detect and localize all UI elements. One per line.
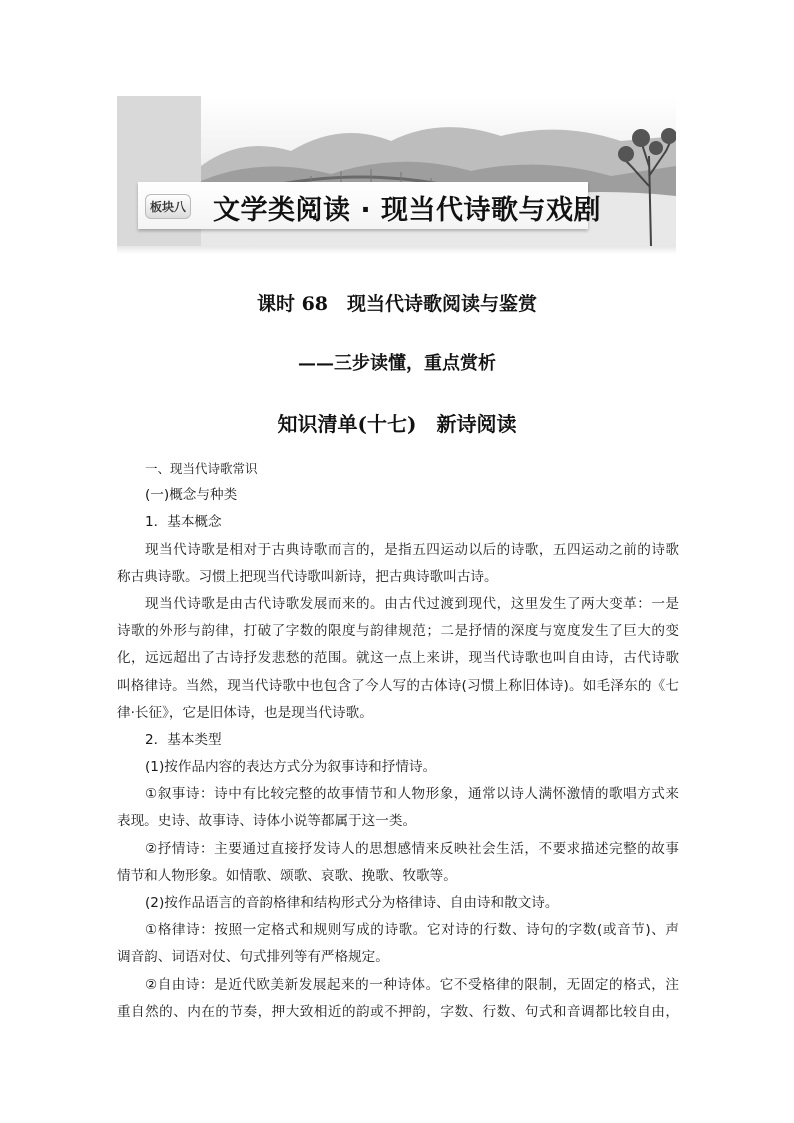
paragraph-line: ①叙事诗：诗中有比较完整的故事情节和人物形象，通常以诗人满怀激情的歌唱方式来 — [145, 786, 679, 803]
heading-level2: (一)概念与种类 — [145, 487, 238, 504]
paragraph-line: 表现。史诗、故事诗、诗体小说等都属于这一类。 — [117, 813, 417, 830]
paragraph-line: 现当代诗歌是相对于古典诗歌而言的，是指五四运动以后的诗歌，五四运动之前的诗歌 — [145, 541, 679, 558]
body-text — [117, 455, 679, 1026]
lesson-subtitle: ——三步读懂，重点赏析 — [298, 353, 496, 374]
paragraph-line: ①格律诗：按照一定格式和规则写成的诗歌。它对诗的行数、诗句的字数(或音节)、声 — [145, 922, 679, 939]
heading-level1: 一、现当代诗歌常识 — [145, 461, 258, 476]
paragraph-line: (1)按作品内容的表达方式分为叙事诗和抒情诗。 — [145, 759, 437, 776]
section-title: 知识清单(十七) 新诗阅读 — [277, 412, 517, 436]
paragraph-line: 化，远远超出了古诗抒发悲愁的范围。就这一点上来讲，现当代诗歌也叫自由诗，古代诗歌 — [117, 650, 679, 667]
paragraph-line: 重自然的、内在的节奏，押大致相近的韵或不押韵，字数、行数、句式和音调都比较自由， — [117, 1003, 679, 1020]
paragraph-line: 现当代诗歌是由古代诗歌发展而来的。由古代过渡到现代，这里发生了两大变革：一是 — [145, 595, 679, 612]
paragraph-line: ②抒情诗：主要通过直接抒发诗人的思想感情来反映社会生活，不要求描述完整的故事 — [145, 840, 679, 857]
heading-level3: 1．基本概念 — [145, 514, 222, 531]
paragraph-line: 诗歌的外形与韵律，打破了字数的限度与韵律规范；二是抒情的深度与宽度发生了巨大的变 — [117, 623, 679, 640]
paragraph-line: 叫格律诗。当然，现当代诗歌中也包含了今人写的古体诗(习惯上称旧体诗)。如毛泽东的《七 — [117, 677, 679, 694]
paragraph-line: (2)按作品语言的音韵格律和结构形式分为格律诗、自由诗和散文诗。 — [145, 895, 559, 911]
heading-level3: 2．基本类型 — [145, 731, 222, 748]
paragraph-line: 情节和人物形象。如情歌、颂歌、哀歌、挽歌、牧歌等。 — [117, 867, 457, 884]
section-banner — [117, 96, 676, 254]
lesson-title: 课时 68 现当代诗歌阅读与鉴赏 — [256, 293, 538, 315]
paragraph-line: 称古典诗歌。习惯上把现当代诗歌叫新诗，把古典诗歌叫古诗。 — [117, 568, 498, 585]
section-badge: 板块八 — [145, 194, 191, 219]
banner-title: 文学类阅读 · 现当代诗歌与戏剧 — [213, 195, 602, 226]
paragraph-line: ②自由诗：是近代欧美新发展起来的一种诗体。它不受格律的限制，无固定的格式，注 — [145, 976, 679, 993]
banner-fade — [117, 246, 676, 254]
paragraph-line: 律·长征》，它是旧体诗，也是现当代诗歌。 — [117, 704, 373, 721]
paragraph-line: 调音韵、词语对仗、句式排列等有严格规定。 — [117, 949, 389, 966]
